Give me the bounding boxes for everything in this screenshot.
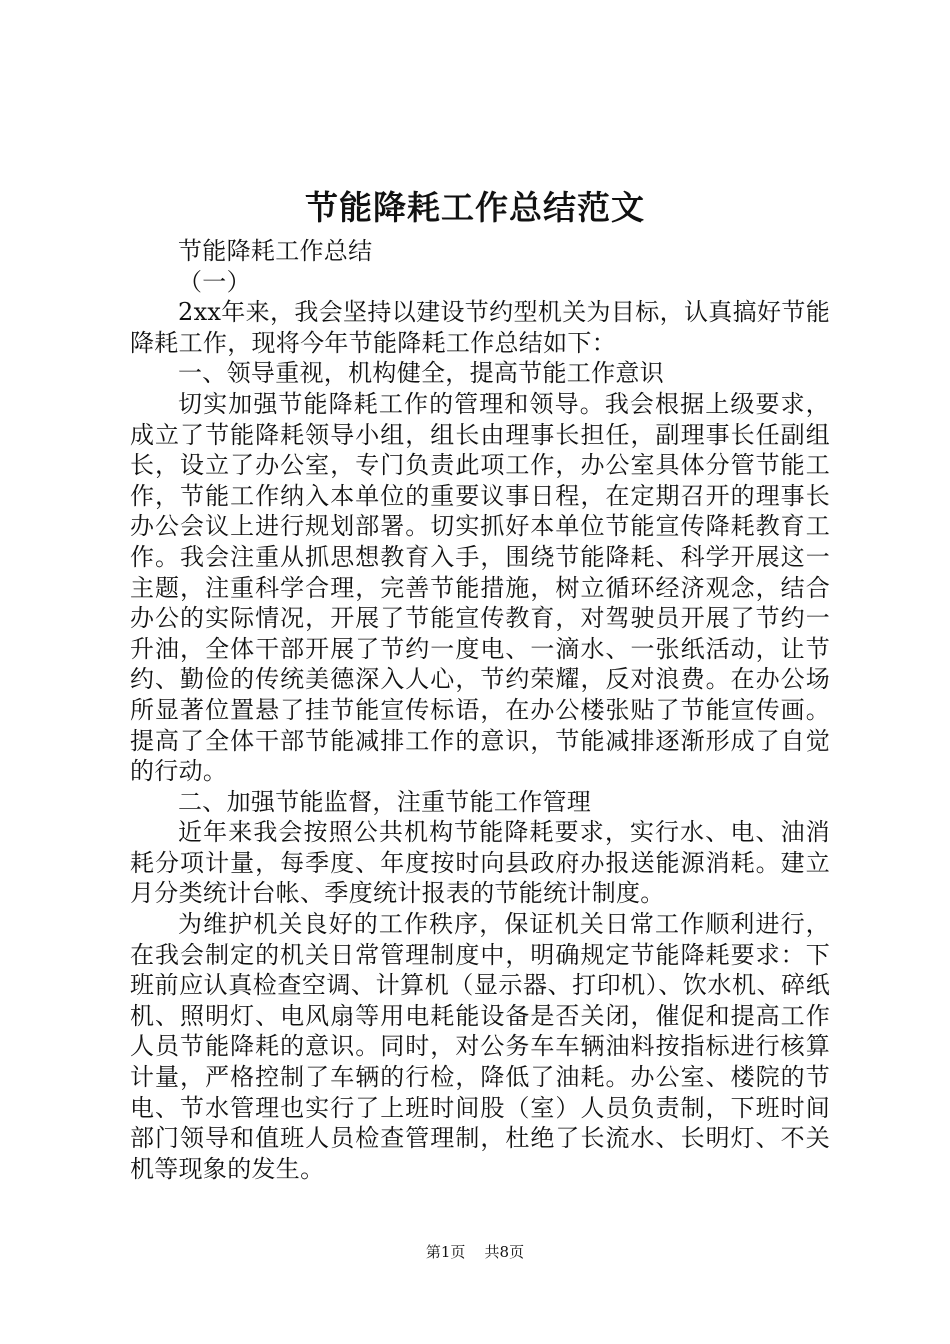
document-title: 节能降耗工作总结范文 — [305, 188, 645, 227]
subtitle-paragraph: 节能降耗工作总结 — [178, 237, 373, 265]
body-paragraph: 近年来我会按照公共机构节能降耗要求，实行水、电、油消耗分项计量，每季度、年度按时向县政府办报送能源消耗。建立月分类统计台帐、季度统计报表的节能统计制度。 — [130, 818, 830, 908]
page-total: 共8页 — [484, 1243, 525, 1261]
intro-paragraph: 2xx年来，我会坚持以建设节约型机关为目标，认真搞好节能降耗工作，现将今年节能降耗工作总结如下： — [130, 298, 830, 357]
page-separator — [470, 1243, 480, 1261]
section-number-paragraph: （一） — [178, 267, 251, 296]
page-number: 第1页 — [425, 1243, 466, 1261]
document-body — [130, 236, 830, 1184]
page-footer — [0, 1241, 950, 1263]
body-paragraph: 切实加强节能降耗工作的管理和领导。我会根据上级要求，成立了节能降耗领导小组，组长由理事长担任，副理事长任副组长，设立了办公室，专门负责此项工作，办公室具体分管节能工作，节能工作纳入本单位的重要议事日程，在定期召开的理事长办公会议上进行规划部署。切实抓好本单位节能宣传降耗教育工作。我会注重从抓思想教育入手，围绕节能降耗、科学开展这一主题，注重科学合理，完善节能措施，树立循环经济观念，结合办公的实际情况，开展了节能宣传教育，对驾驶员开展了节约一升油，全体干部开展了节约一度电、一滴水、一张纸活动，让节约、勤俭的传统美德深入人心，节约荣耀，反对浪费。在办公场所显著位置悬了挂节能宣传标语，在办公楼张贴了节能宣传画。提高了全体干部节能减排工作的意识，节能减排逐渐形成了自觉的行动。 — [130, 389, 830, 786]
body-paragraph: 为维护机关良好的工作秩序，保证机关日常工作顺利进行，在我会制定的机关日常管理制度中，明确规定节能降耗要求：下班前应认真检查空调、计算机（显示器、打印机）、饮水机、碎纸机、照明灯、电风扇等用电耗能设备是否关闭，催促和提高工作人员节能降耗的意识。同时，对公务车车辆油料按指标进行核算计量，严格控制了车辆的行检，降低了油耗。办公室、楼院的节电、节水管理也实行了上班时间股（室）人员负责制，下班时间部门领导和值班人员检查管理制，杜绝了长流水、长明灯、不关机等现象的发生。 — [130, 910, 830, 1183]
heading-one: 一、领导重视，机构健全，提高节能工作意识 — [178, 359, 664, 388]
heading-two: 二、加强节能监督，注重节能工作管理 — [178, 787, 592, 816]
